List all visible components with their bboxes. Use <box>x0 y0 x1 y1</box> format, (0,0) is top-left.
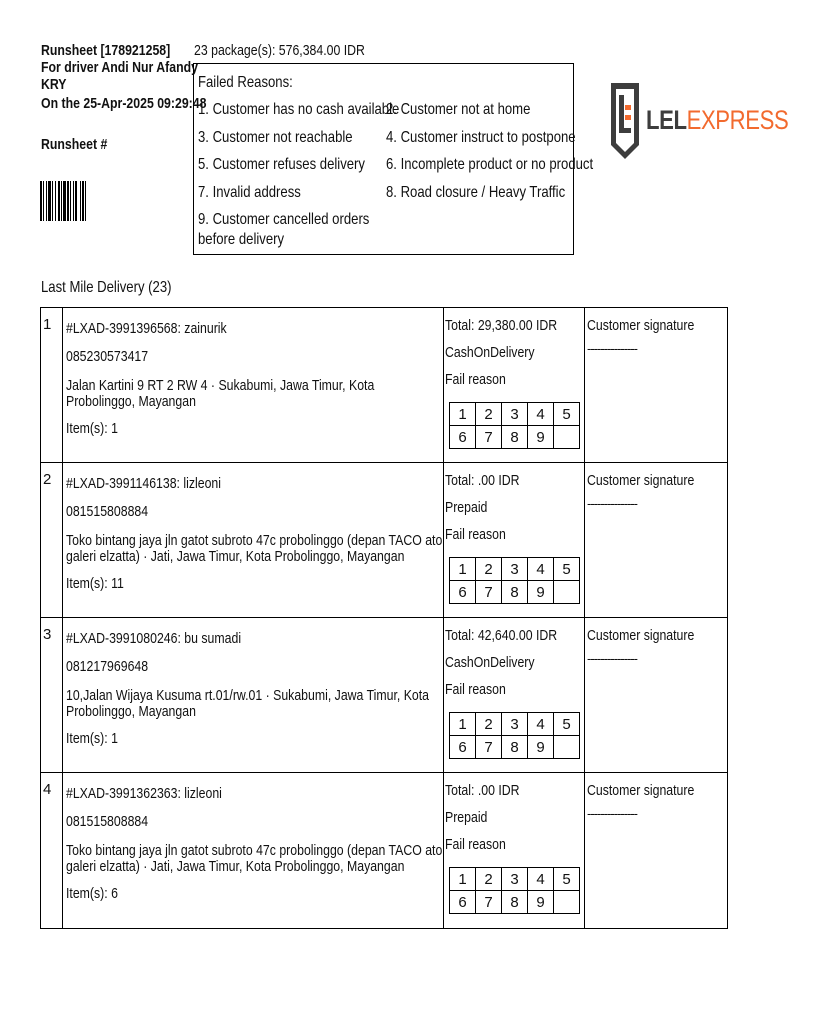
row-number: 2 <box>41 463 63 617</box>
fail-reason-box[interactable]: 4 <box>528 403 554 426</box>
fail-reason-label: Fail reason <box>445 526 506 543</box>
fail-reason-box[interactable]: 5 <box>554 868 580 891</box>
total-amount: Total: .00 IDR <box>445 782 520 799</box>
shipment-info <box>63 463 444 617</box>
reason-5: 5. Customer refuses delivery <box>198 156 365 173</box>
reason-8: 8. Road closure / Heavy Traffic <box>386 184 566 201</box>
fail-reason-box[interactable]: 9 <box>528 736 554 759</box>
total-amount: Total: 29,380.00 IDR <box>445 317 558 334</box>
reason-2: 2. Customer not at home <box>386 101 531 118</box>
fail-reason-box[interactable]: 7 <box>476 581 502 604</box>
fail-reason-box[interactable]: 6 <box>450 736 476 759</box>
runsheet-header <box>41 42 207 153</box>
fail-reason-box[interactable]: 6 <box>450 581 476 604</box>
payment-info <box>444 773 585 928</box>
shield-logo-icon <box>609 81 641 161</box>
delivery-row <box>41 618 727 773</box>
fail-reason-box[interactable]: 1 <box>450 558 476 581</box>
reason-1: 1. Customer has no cash available <box>198 101 400 118</box>
signature-area[interactable] <box>585 463 727 617</box>
fail-reason-box[interactable]: 2 <box>476 713 502 736</box>
fail-reason-box[interactable]: 6 <box>450 891 476 914</box>
signature-area[interactable] <box>585 773 727 928</box>
fail-reason-box[interactable]: 9 <box>528 581 554 604</box>
item-count: Item(s): 11 <box>66 575 124 592</box>
shipping-address: Toko bintang jaya jln gatot subroto 47c probolinggo (depan TACO ato galeri elzatta) · Jati, Jawa Timur, Kota Probolinggo, Mayangan <box>66 532 443 565</box>
fail-reason-box[interactable]: 1 <box>450 713 476 736</box>
runsheet-date: On the 25-Apr-2025 09:29:48 <box>41 95 207 112</box>
shipping-address: 10,Jalan Wijaya Kusuma rt.01/rw.01 · Sukabumi, Jawa Timur, Kota Probolinggo, Mayangan <box>66 687 430 720</box>
fail-reason-box[interactable]: 7 <box>476 891 502 914</box>
failed-reasons-box <box>193 63 594 255</box>
fail-reason-box[interactable]: 3 <box>502 868 528 891</box>
fail-reason-box[interactable]: 8 <box>502 426 528 449</box>
fail-reason-box-empty <box>554 426 580 449</box>
fail-reason-box[interactable]: 1 <box>450 403 476 426</box>
shipment-id: #LXAD-3991080246: bu sumadi <box>66 630 242 647</box>
customer-phone: 085230573417 <box>66 348 149 365</box>
shipping-address: Jalan Kartini 9 RT 2 RW 4 · Sukabumi, Jawa Timur, Kota Probolinggo, Mayangan <box>66 377 375 410</box>
signature-line: --------------- <box>587 806 637 821</box>
payment-method: Prepaid <box>445 499 488 516</box>
fail-reason-label: Fail reason <box>445 836 506 853</box>
delivery-table <box>40 307 728 929</box>
fail-reason-grid <box>449 557 580 604</box>
item-count: Item(s): 6 <box>66 885 118 902</box>
signature-line: --------------- <box>587 651 637 666</box>
fail-reason-box[interactable]: 8 <box>502 581 528 604</box>
fail-reason-box[interactable]: 2 <box>476 558 502 581</box>
fail-reason-box[interactable]: 9 <box>528 426 554 449</box>
payment-method: CashOnDelivery <box>445 654 535 671</box>
signature-line: --------------- <box>587 496 637 511</box>
fail-reason-box[interactable]: 8 <box>502 736 528 759</box>
fail-reason-label: Fail reason <box>445 681 506 698</box>
reason-9: 9. Customer cancelled orders before delivery <box>198 211 370 248</box>
section-title: Last Mile Delivery (23) <box>41 279 172 296</box>
fail-reason-box[interactable]: 7 <box>476 426 502 449</box>
fail-reason-grid <box>449 867 580 914</box>
barcode-bar <box>86 181 88 221</box>
runsheet-barcode <box>40 181 115 221</box>
signature-label: Customer signature <box>587 782 695 799</box>
fail-reason-grid <box>449 712 580 759</box>
fail-reason-grid <box>449 402 580 449</box>
payment-method: Prepaid <box>445 809 488 826</box>
reason-7: 7. Invalid address <box>198 184 301 201</box>
fail-reason-box[interactable]: 6 <box>450 426 476 449</box>
fail-reason-box[interactable]: 7 <box>476 736 502 759</box>
total-amount: Total: .00 IDR <box>445 472 520 489</box>
lelexpress-logo <box>609 81 789 161</box>
fail-reason-box[interactable]: 2 <box>476 868 502 891</box>
row-number: 4 <box>41 773 63 928</box>
driver-name: For driver Andi Nur Afandy <box>41 59 198 76</box>
shipment-id: #LXAD-3991146138: lizleoni <box>66 475 222 492</box>
reason-3: 3. Customer not reachable <box>198 129 353 146</box>
payment-info <box>444 308 585 462</box>
runsheet-number-label: Runsheet # <box>41 136 108 153</box>
signature-area[interactable] <box>585 308 727 462</box>
signature-line: --------------- <box>587 341 637 356</box>
delivery-row <box>41 463 727 618</box>
total-amount: Total: 42,640.00 IDR <box>445 627 558 644</box>
fail-reason-box[interactable]: 5 <box>554 403 580 426</box>
signature-area[interactable] <box>585 618 727 772</box>
package-summary: 23 package(s): 576,384.00 IDR <box>194 42 365 59</box>
fail-reason-box-empty <box>554 581 580 604</box>
shipping-address: Toko bintang jaya jln gatot subroto 47c probolinggo (depan TACO ato galeri elzatta) · Jati, Jawa Timur, Kota Probolinggo, Mayangan <box>66 842 443 875</box>
fail-reason-box[interactable]: 3 <box>502 403 528 426</box>
fail-reason-box[interactable]: 5 <box>554 558 580 581</box>
delivery-row <box>41 773 727 928</box>
failed-reasons-title: Failed Reasons: <box>198 74 293 91</box>
reason-4: 4. Customer instruct to postpone <box>386 129 576 146</box>
fail-reason-box[interactable]: 8 <box>502 891 528 914</box>
reason-6: 6. Incomplete product or no product <box>386 156 594 173</box>
delivery-row <box>41 308 727 463</box>
fail-reason-box[interactable]: 4 <box>528 868 554 891</box>
signature-label: Customer signature <box>587 627 695 644</box>
signature-label: Customer signature <box>587 472 695 489</box>
fail-reason-box[interactable]: 4 <box>528 713 554 736</box>
fail-reason-box[interactable]: 3 <box>502 713 528 736</box>
customer-phone: 081515808884 <box>66 813 149 830</box>
customer-phone: 081515808884 <box>66 503 149 520</box>
item-count: Item(s): 1 <box>66 420 118 437</box>
payment-info <box>444 618 585 772</box>
fail-reason-box-empty <box>554 891 580 914</box>
fail-reason-label: Fail reason <box>445 371 506 388</box>
signature-label: Customer signature <box>587 317 695 334</box>
logo-wordmark: LELEXPRESS <box>646 105 789 135</box>
fail-reason-box[interactable]: 5 <box>554 713 580 736</box>
driver-name-cont: KRY <box>41 76 67 93</box>
fail-reason-box[interactable]: 4 <box>528 558 554 581</box>
item-count: Item(s): 1 <box>66 730 118 747</box>
shipment-info <box>63 618 444 772</box>
shipment-info <box>63 308 444 462</box>
fail-reason-box[interactable]: 2 <box>476 403 502 426</box>
payment-info <box>444 463 585 617</box>
fail-reason-box[interactable]: 1 <box>450 868 476 891</box>
runsheet-id: Runsheet [178921258] <box>41 42 171 59</box>
row-number: 1 <box>41 308 63 462</box>
fail-reason-box[interactable]: 3 <box>502 558 528 581</box>
row-number: 3 <box>41 618 63 772</box>
shipment-info <box>63 773 444 928</box>
fail-reason-box-empty <box>554 736 580 759</box>
shipment-id: #LXAD-3991362363: lizleoni <box>66 785 222 802</box>
fail-reason-box[interactable]: 9 <box>528 891 554 914</box>
payment-method: CashOnDelivery <box>445 344 535 361</box>
customer-phone: 081217969648 <box>66 658 149 675</box>
shipment-id: #LXAD-3991396568: zainurik <box>66 320 227 337</box>
